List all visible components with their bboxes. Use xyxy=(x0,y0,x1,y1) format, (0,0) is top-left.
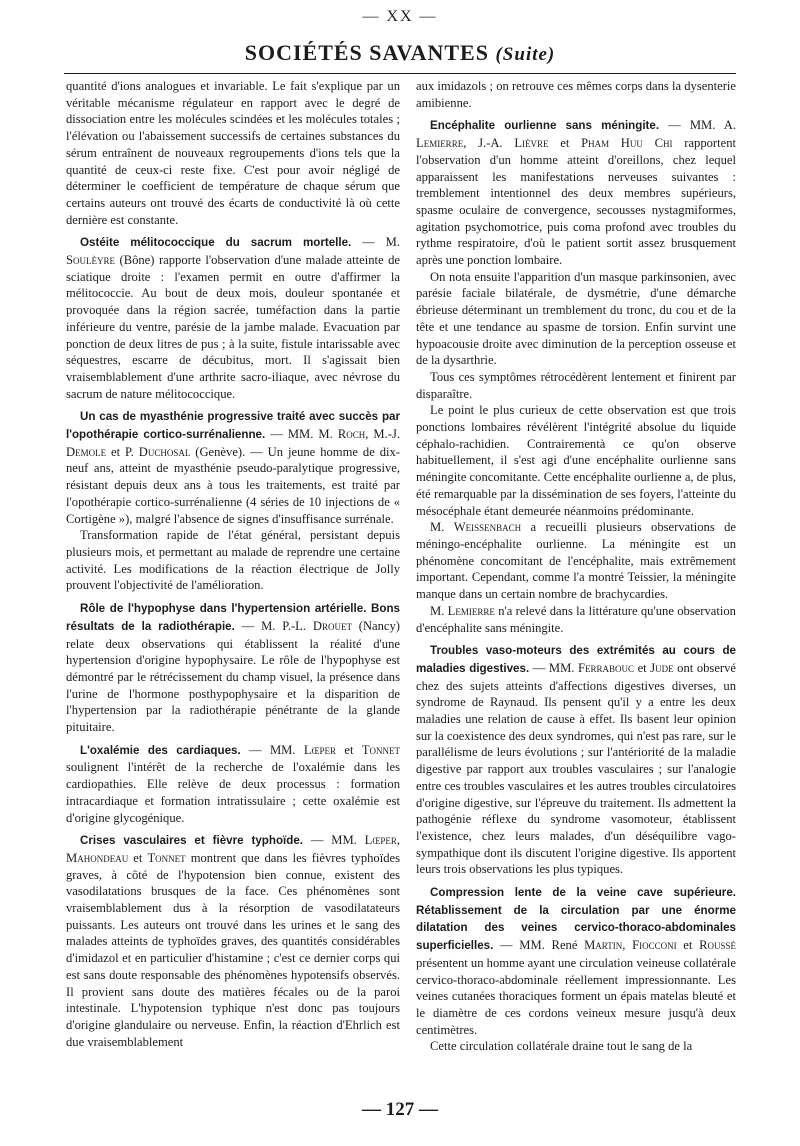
section-heading: Compression lente de la veine cave supérieure. Rétablissement de la circulation par une énorme dilatation des veines cervico-thoraco-abdominales superficielles. xyxy=(416,886,736,953)
left-column xyxy=(66,78,400,1050)
author-name: Ferrabouc xyxy=(578,660,635,675)
author-name: Lemierre xyxy=(447,603,495,618)
section-heading: Un cas de myasthénie progressive traité avec succès par l'opothérapie cortico-surrénalienne. xyxy=(66,410,400,442)
section-encephalite xyxy=(416,117,736,268)
section-heading: Ostéite mélitococcique du sacrum mortelle. xyxy=(80,236,352,250)
author-name: Demole xyxy=(66,444,107,459)
author-name: Roussé xyxy=(699,938,737,953)
section-heading: Troubles vaso-moteurs des extrémités au cours de maladies digestives. xyxy=(416,644,736,675)
section-hypophyse xyxy=(66,600,400,736)
section-heading: L'oxalémie des cardiaques. xyxy=(80,743,241,757)
text: — MM. xyxy=(529,660,578,675)
section-text: (Bône) rapporte l'observation d'une malade atteinte de sciatique droite : l'examen permit en outre d'affirmer la mélitococcie. Au bout de deux mois, douleur spontanée et provoquée dans la région sacrée, tuméfaction dans la partie inférieure du ventre, parésie de la jambe malade. Evacuation par ponction de deux litres de pus ; à la suite, fistule intarissable avec séquestres, escarre de décubitus, mort. Il s'agissait bien vraisemblablement d'une arthrite sacro-iliaque, avec névrose du sacrum de nature mélitococcique. xyxy=(66,253,400,401)
text: — MM. xyxy=(303,833,365,848)
text: , xyxy=(622,938,633,953)
section-text: montrent que dans les fièvres typhoïdes graves, à côté de l'hypotension bien connue, existent des vasodilatations brusques de la face. Ces phénomènes sont vraisemblablement dus à la résorption de vasodilatateurs puissants. Les auteurs ont trouvé dans les urines et le sang des malades atteints de typhoïdes graves, des quantités considérables d'imidazol et en particulier d'histamine ; c'est ce dernier corps qui est sans doute responsable des phénomènes hypotensifs observés. Il provient sans doute des matières fécales ou de la paroi intestinale. L'hypotension typhique n'est donc pas toujours d'origine glandulaire ou nerveuse. Enfin, la réaction d'Ehrlich est due vraisemblablement xyxy=(66,850,400,1049)
section-osteite xyxy=(66,234,400,402)
author-name: Roch xyxy=(337,427,366,442)
text: et xyxy=(634,660,651,675)
paragraph: Le point le plus curieux de cette observation est que trois ponctions lombaires révélèrent l'intégrité absolue du liquide céphalo-rachidien. Contrairementà ce qu'on observe habituellement, il s'est agi d'une encéphalite ourlienne sans méningite concomitante. Cette encéphalite ourlienne a, de plus, été remarquable par la dissémination de ses foyers, l'atteinte du mésocéphale étant demeurée néanmoins prédominante. xyxy=(416,403,736,518)
section-troubles-vaso-moteurs xyxy=(416,642,736,878)
section-text: (Nancy) relate deux observations qui établissent la réalité d'une hypertension d'origine hypophysaire. Le rôle de l'hypophyse est démontré par le rétrécissement du champ visuel, la présence dans l'urine de l'hormone posthypophysaire et la disparition de l'hypertension par la radiothérapie pénétrante de la glande pituitaire. xyxy=(66,618,401,735)
header-page-numeral: — XX — xyxy=(362,8,438,25)
text: et xyxy=(548,136,582,151)
text: — MM. René xyxy=(493,938,585,953)
author-name: Lemierre xyxy=(416,136,464,151)
paragraph: Cette circulation collatérale draine tout le sang de la xyxy=(430,1039,693,1054)
section-oxalemie xyxy=(66,742,400,827)
paragraph: Transformation rapide de l'état général, persistant depuis plusieurs mois, et permettant au malade de reprendre une certaine activité. Les modifications de la réaction électrique de Jolly prouvent l'objectivité de l'amélioration. xyxy=(66,528,400,593)
section-text: présentent un homme ayant une circulation veineuse collatérale cervico-thoraco-abdominale réellement impressionnante. Les veines cutanées thoraciques forment un épais matelas bleuté et le diamètre de ces cordons veineux mesure jusqu'à deux centimètres. xyxy=(416,955,736,1037)
text: , M.-J. xyxy=(365,427,400,442)
text: , xyxy=(396,833,401,848)
text: M. xyxy=(430,520,454,535)
text: — MM. xyxy=(240,742,304,757)
right-column xyxy=(416,78,736,1055)
author-name: Jude xyxy=(650,660,674,675)
paragraph-continued: quantité d'ions analogues et invariable. Le fait s'explique par un véritable mécanisme régulateur en rapport avec le degré de dissociation entre les molécules scindées et les molécules totales ; l'élévation ou l'abaissement successifs de certaines substances du sérum entraînent de nouveaux regroupements d'ions tels que la quantité de ceux-ci reste fixe. C'est pour avoir négligé de déterminer le coefficient de température de chaque sérum que certains auteurs ont trouvé des écarts de conductivité là où cette dernière est constante. xyxy=(66,79,400,227)
paragraph: Tous ces symptômes rétrocédèrent lentement et finirent par disparaître. xyxy=(416,369,736,401)
text: n'a relevé dans la littérature qu'une observation d'encéphalite sans méningite. xyxy=(416,603,736,635)
section-heading: Encéphalite ourlienne sans méningite. xyxy=(430,119,660,133)
page-number: — 127 — xyxy=(362,1099,438,1120)
author-name: Lœper xyxy=(364,833,397,848)
text: et P. xyxy=(106,444,139,459)
author-name: Weissenbach xyxy=(453,520,522,535)
author-name: Soulèyre xyxy=(66,253,115,268)
author-name: Lœper xyxy=(303,742,337,757)
text: et xyxy=(676,938,700,953)
paragraph xyxy=(416,519,736,603)
author-name: Martin xyxy=(584,938,623,953)
author-name: Drouet xyxy=(312,618,352,633)
section-heading: Crises vasculaires et fièvre typhoïde. xyxy=(80,834,304,848)
paragraph-continued: aux imidazols ; on retrouve ces mêmes corps dans la dysenterie amibienne. xyxy=(416,79,736,110)
title-rule xyxy=(64,73,736,74)
text: — MM. M. xyxy=(265,427,338,442)
title-text: SOCIÉTÉS SAVANTES xyxy=(244,40,489,65)
author-name: Lièvre xyxy=(514,136,549,151)
author-name: Fiocconi xyxy=(632,938,677,953)
section-myasthenie xyxy=(66,408,400,527)
section-compression-veine-cave xyxy=(416,884,736,1038)
section-text: soulignent l'intérêt de la recherche de l'oxalémie dans les cardiopathies. Elle relève de deux processus : formation intracardiaque et formation intratissulaire ; cette oxalémie est d'origine glycogénique. xyxy=(66,760,400,825)
section-text: rapportent l'observation d'un homme atteint d'oreillons, chez lequel apparaissent les manifestations nerveuses suivantes : tremblement intentionnel des deux membres supérieurs, spasme oculaire de convergence, secousses nystagmiformes, agitation psychomotrice, puis coma profond avec troubles du rythme respiratoire, d'où le patient sortit assez brusquement après une ponction lombaire. xyxy=(416,136,737,268)
author-name: Pham Huu Chi xyxy=(581,136,673,151)
section-heading: Rôle de l'hypophyse dans l'hypertension artérielle. Bons résultats de la radiothérapie. xyxy=(66,602,400,633)
paragraph xyxy=(416,603,736,636)
page-title xyxy=(0,40,800,66)
author-name: Mahondeau xyxy=(66,850,129,865)
author-name: Tonnet xyxy=(361,742,400,757)
text: a recueilli plusieurs observations de méningo-encéphalite ourlienne. La méningite est un phénomène concomitant de l'encéphalite, mais extrêmement important. Cependant, comme l'a montré Teissier, la méningite manque dans un certain nombre de brachycardies. xyxy=(416,520,736,602)
text: — MM. A. xyxy=(659,118,736,133)
text: — M. P.-L. xyxy=(234,618,313,633)
title-suite: (Suite) xyxy=(495,44,556,65)
text: — M. xyxy=(351,235,400,250)
text: M. xyxy=(430,603,448,618)
section-text: ont observé chez des sujets atteints d'affections digestives diverses, un syndrome de Raynaud. Ils pensent qu'il y a entre les deux maladies une relation de cause à effet. Ils basent leur opinion sur la coexistence des deux syndromes, qui n'est pas rare, sur le parallélisme de leurs évolutions ; sur l'antériorité de la maladie digestive par rapport aux troubles vasculaires ; sur l'analogie entre ces troubles vasculaires et les autres troubles circulatoires d'origine digestive, sur l'épreuve du traitement. Ils admettent la pathogénie réflexe du syndrome vasomoteur, établissent l'existence, chez leurs malades, d'un déséquilibre vago-sympathique dont ils discutent l'origine digestive. Ils apportent leurs trois observations les plus typiques. xyxy=(416,660,736,877)
paragraph: On nota ensuite l'apparition d'un masque parkinsonien, avec parésie faciale bilatérale, de dysmétrie, d'une démarche ébrieuse déterminant un tremblement du tronc, du cou et de la tête et une tendance au spasme de torsion. Enfin survint une hypoacousie droite avec diminution de la perception osseuse et de la dysarthrie. xyxy=(416,269,736,368)
text: , J.-A. xyxy=(463,136,515,151)
author-name: Duchosal xyxy=(138,444,191,459)
author-name: Tonnet xyxy=(147,850,186,865)
text: et xyxy=(336,742,362,757)
section-text: (Genève). — Un jeune homme de dix-neuf ans, atteint de myasthénie pseudo-paralytique progressive, résistant depuis deux ans à tous les traitements, est traité par l'opothérapie cortico-surrénalienne (4 séries de 10 injections de « Cortigène »), malgré l'absence de signes d'insuffisance surrénale. xyxy=(66,444,400,526)
text: et xyxy=(128,850,148,865)
section-crises-vasculaires xyxy=(66,832,400,1050)
